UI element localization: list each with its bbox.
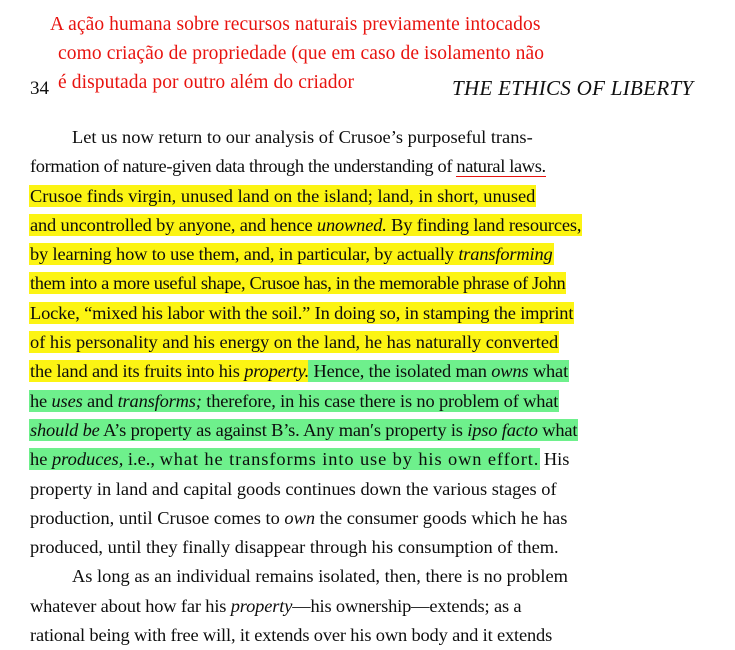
highlight-green: he produces, i.e., what he transforms into use by his own effort. xyxy=(30,449,540,470)
underlined-phrase: natural laws. xyxy=(456,156,546,177)
text-line: formation of nature-given data through the understanding of natural laws. xyxy=(30,156,546,177)
text-line: Let us now return to our analysis of Crusoe’s purposeful trans- xyxy=(72,127,533,147)
text-line: whatever about how far his property—his ownership—extends; as a xyxy=(30,595,522,616)
annotation-line-2: como criação de propriedade (que em caso de isolamento não xyxy=(58,43,545,64)
text-line: produced, until they finally disappear through his consumption of them. xyxy=(30,537,559,558)
highlight-yellow: Crusoe finds virgin, unused land on the island; land, in short, unused xyxy=(30,185,536,206)
text-line xyxy=(30,269,702,298)
text-line xyxy=(30,416,702,445)
highlight-yellow: them into a more useful shape, Crusoe has, in the memorable phrase of John xyxy=(30,273,566,294)
text-line: rational being with free will, it extends over his own body and it extends xyxy=(30,625,553,646)
text-line xyxy=(30,182,702,211)
body-text xyxy=(30,123,702,650)
text-line xyxy=(30,299,702,328)
highlight-green: he uses and transforms; therefore, in his case there is no problem of what xyxy=(30,390,559,411)
text-line xyxy=(30,240,702,269)
text-line xyxy=(30,328,702,357)
text-line: property in land and capital goods continues down the various stages of xyxy=(30,478,557,499)
text-line xyxy=(30,387,702,416)
text-line xyxy=(30,357,702,386)
annotation-line-1: A ação humana sobre recursos naturais previamente intocados xyxy=(50,14,541,35)
text-line: he produces, i.e., what he transforms into use by his own effort. His xyxy=(30,449,570,470)
annotation-line-3: é disputada por outro além do criador xyxy=(58,72,355,93)
highlight-yellow: and uncontrolled by anyone, and hence unowned. By finding land resources, xyxy=(30,214,582,235)
text-line: production, until Crusoe comes to own the consumer goods which he has xyxy=(30,507,568,528)
text-line xyxy=(30,211,702,240)
highlight-yellow: Locke, “mixed his labor with the soil.” In doing so, in stamping the imprint xyxy=(30,302,574,323)
running-head: THE ETHICS OF LIBERTY xyxy=(452,76,694,100)
highlight-green: should be A’s property as against B’s. Any man′s property is ipso facto what xyxy=(30,419,578,440)
text-line: As long as an individual remains isolated, then, there is no problem xyxy=(72,566,568,587)
page-number: 34 xyxy=(30,78,49,99)
highlight-yellow: of his personality and his energy on the land, he has naturally converted xyxy=(30,332,559,353)
highlight-green: Hence, the isolated man owns what xyxy=(309,361,569,382)
highlight-yellow: by learning how to use them, and, in particular, by actually transforming xyxy=(30,244,553,265)
highlight-yellow: the land and its fruits into his property. xyxy=(30,361,310,382)
